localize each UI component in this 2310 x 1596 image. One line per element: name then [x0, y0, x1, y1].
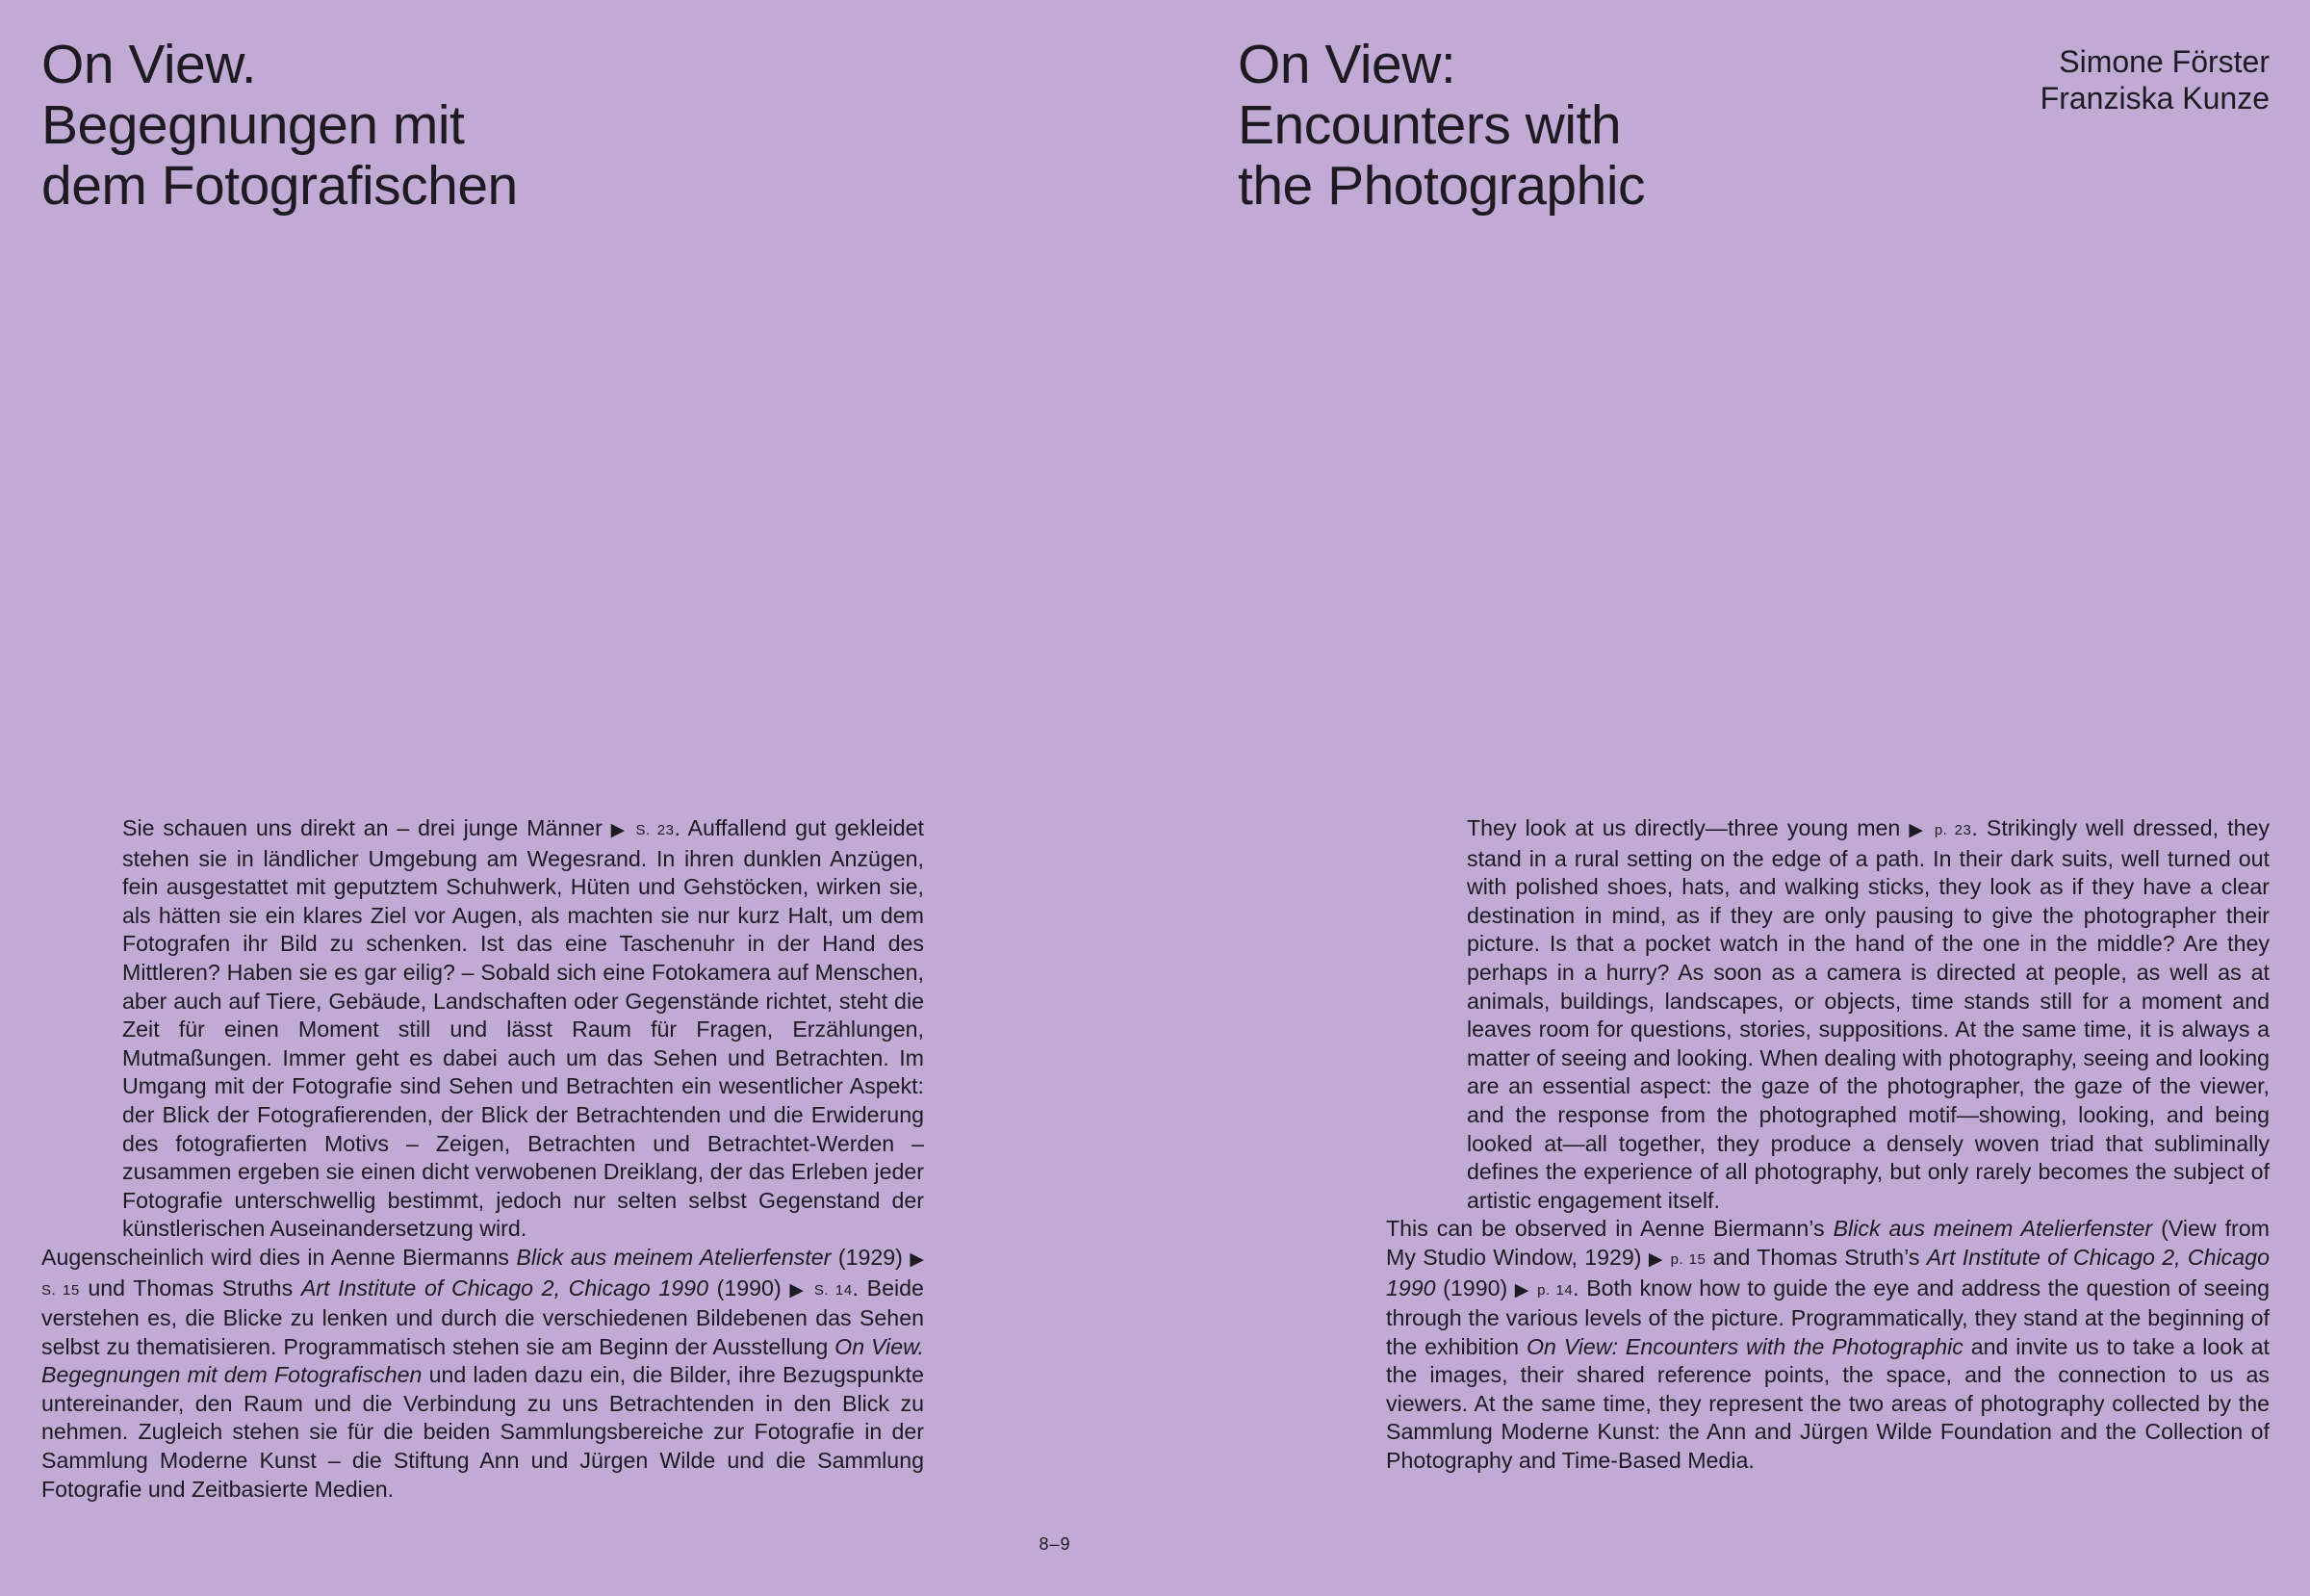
body-paragraph-german	[41, 1244, 924, 1504]
text-run: They look at us directly—three young men	[1467, 815, 1910, 840]
text-run: . Beide verstehen es, die Blicke zu lenken und durch die verschiedenen Bildebenen das Sehen selbst zu thematisieren. Programmatisch stehen sie am Beginn der Ausstellung	[41, 1274, 924, 1359]
arrow-right-icon: ▶	[1909, 820, 1926, 840]
text-run: (1990)	[707, 1274, 790, 1300]
text-run: und Thomas Struths	[79, 1274, 301, 1300]
author-names	[2040, 43, 2270, 116]
page-reference: p. 14	[1537, 1281, 1574, 1299]
artwork-title: Art Institute of Chicago 2, Chicago 1990	[300, 1274, 708, 1300]
page-reference: S. 15	[41, 1281, 80, 1299]
artwork-title: Blick aus meinem Atelierfenster	[1833, 1216, 2153, 1242]
title-line: On View:	[1238, 34, 1456, 95]
exhibition-title: On View. Begegnungen mit dem Fotografischen	[41, 1333, 924, 1388]
text-run: (View from My Studio Window, 1929)	[1386, 1216, 2270, 1270]
author-name: Simone Förster	[2059, 44, 2270, 79]
title-line: Begegnungen mit	[41, 94, 465, 156]
text-run: (1929)	[831, 1244, 911, 1270]
title-line: dem Fotografischen	[41, 155, 518, 217]
text-run: und laden dazu ein, die Bilder, ihre Bezugspunkte untereinander, den Raum und die Verbindung zu uns Betrachtenden in den Blick zu nehmen. Zugleich stehen sie für die beiden Sammlungsbereiche zur Fotografie in der Sammlung Moderne Kunst – die Stiftung Ann und Jürgen Wilde und die Sammlung Fotografie und Zeitbasierte Medien.	[41, 1362, 924, 1502]
intro-paragraph-english	[1467, 814, 2270, 1215]
text-run: and Thomas Struth’s	[1706, 1244, 1927, 1270]
author-name: Franziska Kunze	[2040, 81, 2270, 116]
page-title-german	[41, 35, 518, 217]
page-reference: p. 23	[1934, 822, 1972, 838]
arrow-right-icon: ▶	[1648, 1248, 1664, 1270]
artwork-title: Blick aus meinem Atelierfenster	[516, 1244, 832, 1270]
text-run: Sie schauen uns direkt an – drei junge Männer	[122, 815, 611, 840]
page-numbers: 8–9	[1039, 1534, 1071, 1554]
title-line: Encounters with	[1238, 94, 1622, 156]
exhibition-title: On View: Encounters with the Photographic	[1526, 1333, 1964, 1359]
title-line: On View.	[41, 34, 257, 95]
text-run: . Strikingly well dressed, they stand in a rural setting on the edge of a path. In their dark suits, well turned out with polished shoes, hats, and walking sticks, they look as if they have a clear destination in mind, as if they are only pausing to give the photographer their picture. Is that a pocket watch in the hand of the one in the middle? Are they perhaps in a hurry? As soon as a camera is directed at people, as well as at animals, buildings, landscapes, or objects, time stands still for a moment and leaves room for questions, stories, suppositions. At the same time, it is always a matter of seeing and looking. When dealing with photography, seeing and looking are an essential aspect: the gaze of the photographer, the gaze of the viewer, and the response from the photographed motif—showing, looking, and being looked at—all together, they produce a densely woven triad that subliminally defines the experience of all photography, but only rarely becomes the subject of artistic engagement itself.	[1467, 815, 2270, 1213]
text-run: . Both know how to guide the eye and address the question of seeing through the various levels of the picture. Programmatically, they stand at the beginning of the exhibition	[1386, 1274, 2270, 1359]
artwork-title: Art Institute of Chicago 2, Chicago 1990	[1386, 1244, 2270, 1300]
text-run: . Auffallend gut gekleidet stehen sie in ländlicher Umgebung am Wegesrand. In ihren dunklen Anzügen, fein ausgestattet mit geputztem Schuhwerk, Hüten und Gehstöcken, wirken sie, als hätten sie ein klares Ziel vor Augen, als machten sie nur kurz Halt, um dem Fotografen ihr Bild zu schenken. Ist das eine Taschenuhr in der Hand des Mittleren? Haben sie es gar eilig? – Sobald sich eine Fotokamera auf Menschen, aber auch auf Tiere, Gebäude, Landschaften oder Gegenstände richtet, steht die Zeit für einen Moment still und lässt Raum für Fragen, Erzählungen, Mutmaßungen. Immer geht es dabei auch um das Sehen und Betrachten. Im Umgang mit der Fotografie sind Sehen und Betrachten ein wesentlicher Aspekt: der Blick der Fotografierenden, der Blick der Betrachtenden und die Erwiderung des fotografierten Motivs – Zeigen, Betrachten und Betrachtet-Werden – zusammen ergeben sie einen dicht verwobenen Dreiklang, der das Erleben jeder Fotografie unterschwellig bestimmt, jedoch nur selten selbst Gegenstand der künstlerischen Auseinandersetzung wird.	[122, 815, 924, 1242]
title-line: the Photographic	[1238, 155, 1645, 217]
page-reference: S. 23	[635, 822, 675, 838]
body-text-english	[1386, 814, 2270, 1476]
text-run: and invite us to take a look at the images, their shared reference points, the space, and the connection to us as viewers. At the same time, they represent the two areas of photography collected by the Sammlung Moderne Kunst: the Ann and Jürgen Wilde Foundation and the Collection of Photography and Time-Based Media.	[1386, 1333, 2270, 1474]
arrow-right-icon: ▶	[910, 1248, 924, 1270]
intro-paragraph-german	[122, 814, 924, 1244]
page-reference: S. 14	[813, 1281, 853, 1299]
arrow-right-icon: ▶	[1514, 1279, 1530, 1300]
page-reference: p. 15	[1670, 1250, 1707, 1268]
text-run: Augenscheinlich wird dies in Aenne Biermanns	[41, 1244, 517, 1270]
arrow-right-icon: ▶	[610, 820, 628, 840]
text-run: This can be observed in Aenne Biermann’s	[1386, 1216, 1834, 1242]
text-run: (1990)	[1435, 1274, 1515, 1300]
body-text-german	[41, 814, 924, 1504]
arrow-right-icon: ▶	[789, 1279, 807, 1300]
body-paragraph-english	[1386, 1215, 2270, 1475]
page-title-english	[1238, 35, 1645, 217]
